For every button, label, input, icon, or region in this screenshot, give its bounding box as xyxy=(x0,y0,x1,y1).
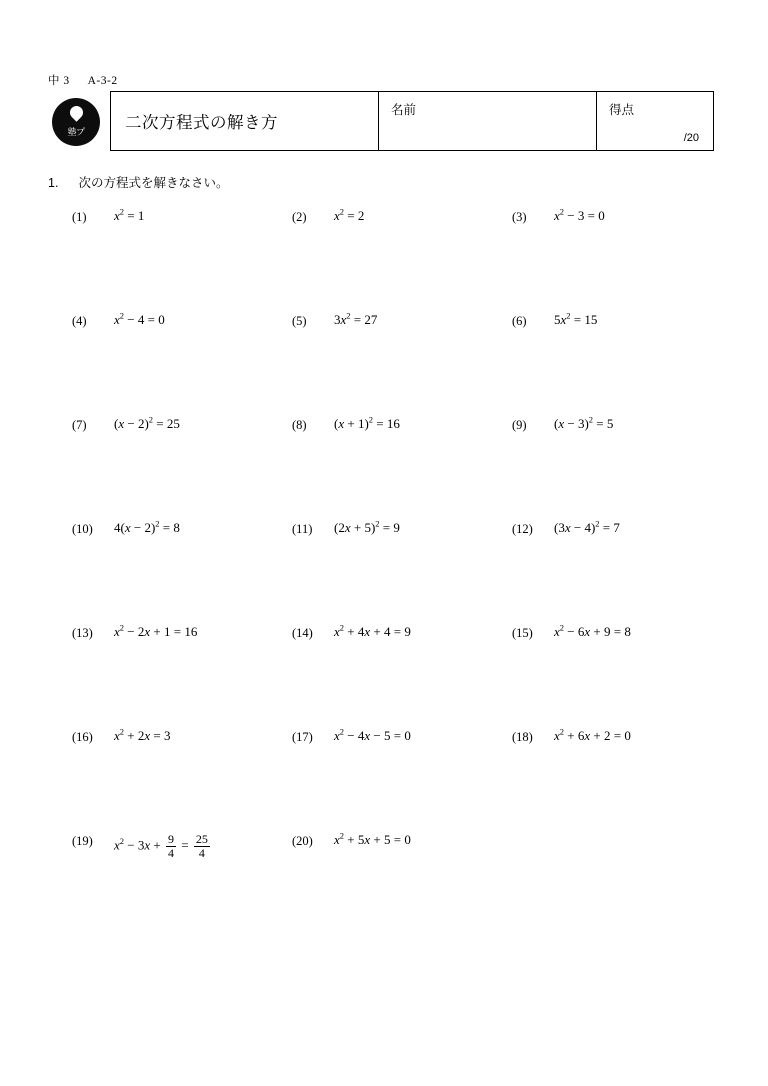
problem-number: (9) xyxy=(512,418,527,432)
problem-row xyxy=(72,520,732,624)
problem-expression: $x^2 - 6x + 9 = 8$ xyxy=(554,622,631,639)
problem-item xyxy=(292,832,512,936)
problem-item xyxy=(292,624,512,728)
problem-number: (5) xyxy=(292,314,307,328)
worksheet-title: 二次方程式の解き方 xyxy=(111,92,379,150)
problem-expression: $x^2 + 6x + 2 = 0$ xyxy=(554,726,631,743)
problem-expression: $x^2 = 1$ xyxy=(114,206,145,223)
problem-item xyxy=(72,832,292,936)
problem-expression: $x^2 - 4 = 0$ xyxy=(114,310,165,327)
name-field[interactable] xyxy=(379,92,597,150)
problem-expression: $(x - 2)^2 = 25$ xyxy=(114,414,180,431)
problem-item xyxy=(292,208,512,312)
problem-item xyxy=(292,312,512,416)
problem-row xyxy=(72,832,732,936)
problem-item xyxy=(72,416,292,520)
problem-number: (17) xyxy=(292,730,313,744)
problem-number: (11) xyxy=(292,522,313,536)
problem-row xyxy=(72,728,732,832)
score-field[interactable] xyxy=(597,92,713,150)
problem-row xyxy=(72,416,732,520)
school-logo xyxy=(52,98,100,146)
problem-expression: $3x^2 = 27$ xyxy=(334,310,378,327)
problem-expression: $(x - 3)^2 = 5$ xyxy=(554,414,614,431)
problem-number: (4) xyxy=(72,314,87,328)
problem-expression: $x^2 = 2$ xyxy=(334,206,365,223)
problem-expression: $x^2 - 3 = 0$ xyxy=(554,206,605,223)
problem-number: (15) xyxy=(512,626,533,640)
problem-item xyxy=(292,416,512,520)
header-box xyxy=(110,91,714,151)
problem-expression: $(3x - 4)^2 = 7$ xyxy=(554,518,620,535)
problem-number: (18) xyxy=(512,730,533,744)
water-drop-icon xyxy=(67,103,85,121)
problem-expression: $x^2 + 5x + 5 = 0$ xyxy=(334,830,411,847)
problem-number: (13) xyxy=(72,626,93,640)
problem-number: (7) xyxy=(72,418,87,432)
problem-item xyxy=(292,728,512,832)
worksheet-code-line xyxy=(48,72,118,88)
problem-item-empty xyxy=(512,832,732,936)
problem-item xyxy=(512,728,732,832)
logo-text: 塾プ xyxy=(67,127,85,137)
problem-number: (3) xyxy=(512,210,527,224)
instruction-line xyxy=(48,173,228,191)
problem-expression: $(2x + 5)^2 = 9$ xyxy=(334,518,400,535)
problem-number: (20) xyxy=(292,834,313,848)
problem-grid xyxy=(72,208,732,936)
worksheet-code: A-3-2 xyxy=(87,75,118,87)
problem-number: (16) xyxy=(72,730,93,744)
problem-item xyxy=(512,520,732,624)
problem-expression: $x^2 - 3x$ + $\frac{9}{4}$ = $\frac{25}{4}$ xyxy=(114,832,208,860)
problem-expression: $x^2 - 2x + 1 = 16$ xyxy=(114,622,198,639)
problem-item xyxy=(72,624,292,728)
problem-item xyxy=(72,728,292,832)
score-label: 得点 xyxy=(609,103,635,117)
problem-row xyxy=(72,624,732,728)
problem-row xyxy=(72,312,732,416)
problem-expression: $x^2 + 4x + 4 = 9$ xyxy=(334,622,411,639)
problem-number: (19) xyxy=(72,834,93,848)
problem-number: (1) xyxy=(72,210,87,224)
problem-row xyxy=(72,208,732,312)
score-max: /20 xyxy=(683,132,699,144)
instruction-text: 次の方程式を解きなさい。 xyxy=(78,176,229,190)
problem-item xyxy=(512,208,732,312)
instruction-number: 1. xyxy=(48,176,59,190)
problem-number: (10) xyxy=(72,522,93,536)
problem-number: (8) xyxy=(292,418,307,432)
problem-expression: $x^2 - 4x - 5 = 0$ xyxy=(334,726,411,743)
problem-item xyxy=(512,624,732,728)
problem-expression: $4(x - 2)^2 = 8$ xyxy=(114,518,180,535)
problem-number: (12) xyxy=(512,522,533,536)
problem-item xyxy=(72,208,292,312)
problem-item xyxy=(72,520,292,624)
problem-item xyxy=(512,416,732,520)
problem-number: (6) xyxy=(512,314,527,328)
problem-expression: $x^2 + 2x = 3$ xyxy=(114,726,171,743)
problem-item xyxy=(72,312,292,416)
name-label: 名前 xyxy=(391,103,417,117)
problem-expression: $5x^2 = 15$ xyxy=(554,310,598,327)
problem-item xyxy=(292,520,512,624)
problem-number: (14) xyxy=(292,626,313,640)
grade-label: 中 3 xyxy=(48,75,70,87)
problem-item xyxy=(512,312,732,416)
problem-expression: $(x + 1)^2 = 16$ xyxy=(334,414,400,431)
problem-number: (2) xyxy=(292,210,307,224)
